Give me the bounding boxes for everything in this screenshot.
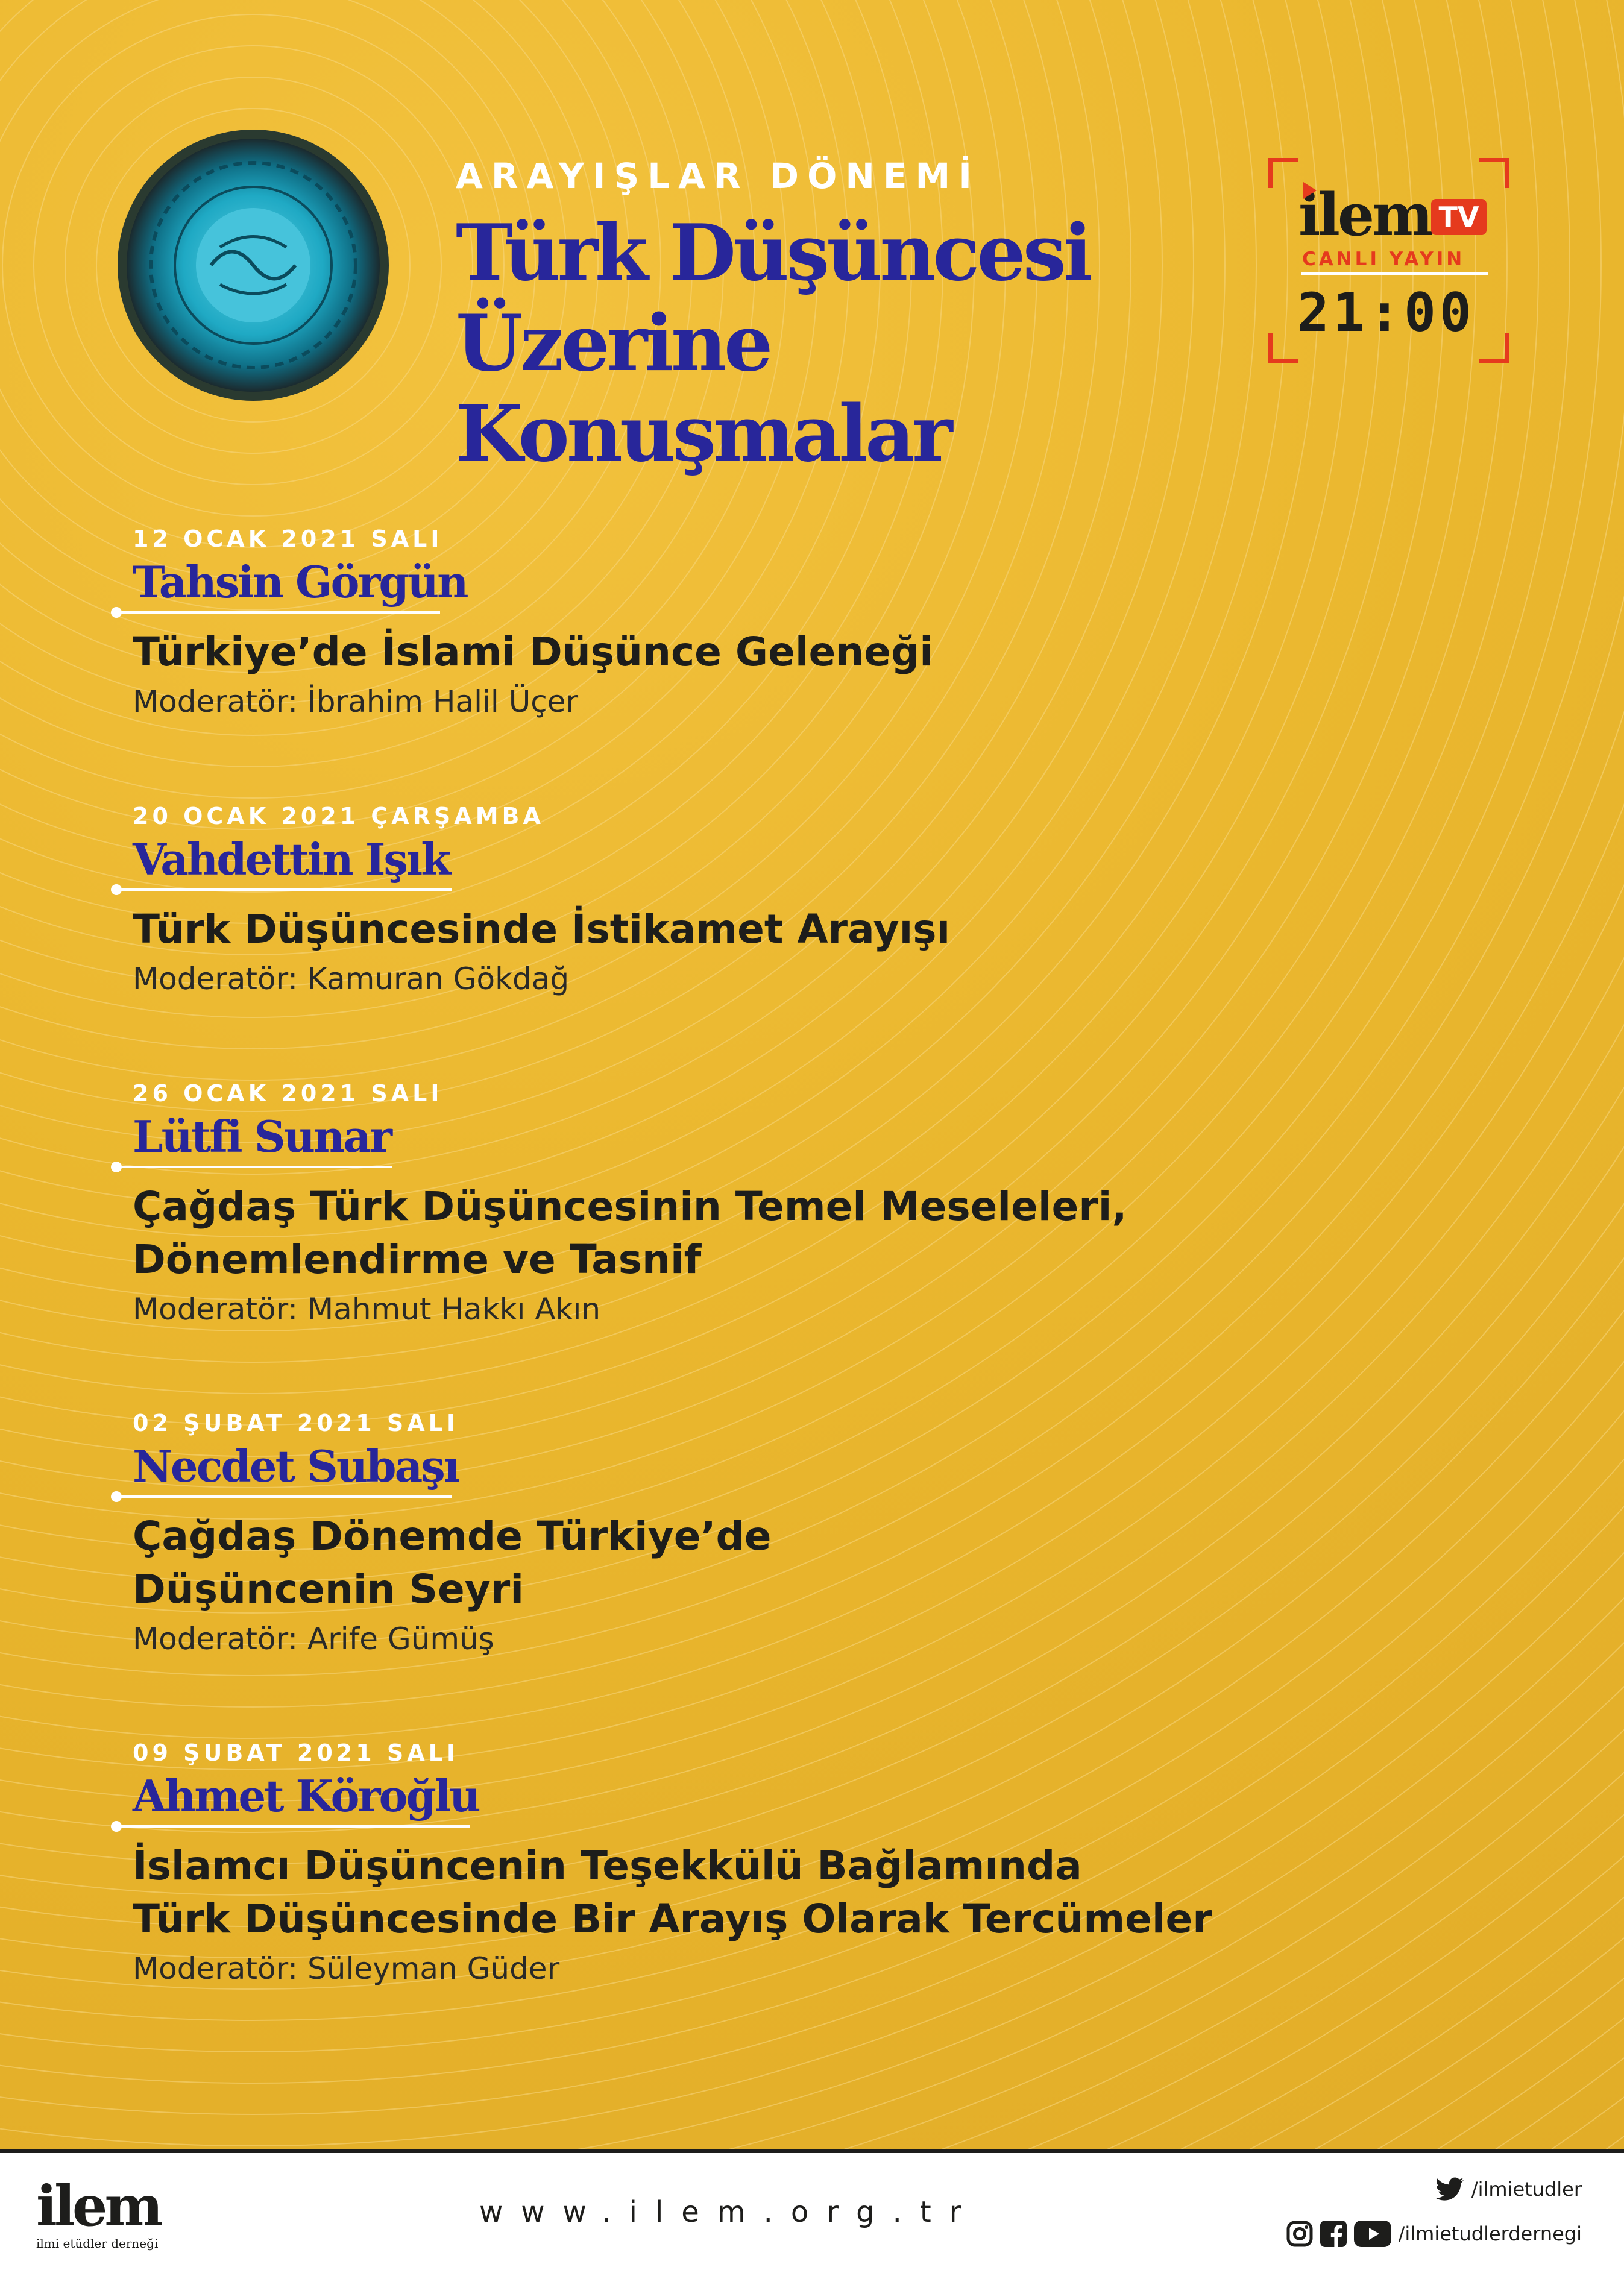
- session-date: 02 ŞUBAT 2021 SALI: [133, 1410, 459, 1436]
- badge-tv-label: TV: [1431, 199, 1487, 235]
- session-date: 12 OCAK 2021 SALI: [133, 526, 443, 552]
- session-divider: [115, 1495, 452, 1498]
- session-3: [133, 1079, 1338, 1328]
- twitter-icon: [1435, 2177, 1464, 2201]
- session-5: [133, 1738, 1338, 1988]
- frame-corner: [1268, 333, 1298, 363]
- session-topic: Türkiye’de İslami Düşünce Geleneği: [133, 629, 933, 675]
- frame-corner: [1268, 158, 1298, 188]
- session-topic: Çağdaş Dönemde Türkiye’de Düşüncenin Seyri: [133, 1513, 772, 1612]
- session-divider: [115, 1166, 392, 1168]
- event-title-line1: Türk Düşüncesi: [456, 208, 1090, 298]
- session-topic: İslamcı Düşüncenin Teşekkülü Bağlamında Türk Düşüncesinde Bir Arayış Olarak Tercümeler: [133, 1843, 1212, 1942]
- broadcast-time: 21:00: [1297, 281, 1475, 344]
- session-topic: Türk Düşüncesinde İstikamet Arayışı: [133, 906, 951, 952]
- event-kicker: ARAYIŞLAR DÖNEMİ: [456, 156, 980, 196]
- session-date: 26 OCAK 2021 SALI: [133, 1080, 443, 1107]
- session-moderator: Moderatör: Arife Gümüş: [133, 1621, 494, 1656]
- social-links-row: [1286, 2221, 1582, 2247]
- ceramic-medallion-image: [115, 127, 392, 404]
- badge-divider: [1301, 272, 1488, 275]
- event-title-line2: Üzerine Konuşmalar: [456, 298, 950, 479]
- event-title: [456, 208, 1239, 479]
- live-broadcast-badge: [1268, 158, 1509, 363]
- session-1: [133, 524, 1338, 721]
- session-speaker: Tahsin Görgün: [133, 556, 467, 608]
- badge-live-label: CANLI YAYIN: [1302, 248, 1465, 270]
- session-speaker: Lütfi Sunar: [133, 1111, 391, 1162]
- twitter-link[interactable]: [1435, 2177, 1582, 2201]
- website-link[interactable]: www.ilem.org.tr: [479, 2195, 980, 2229]
- session-moderator: Moderatör: Süleyman Güder: [133, 1951, 560, 1986]
- session-4: [133, 1409, 1338, 1658]
- ilem-logo: [36, 2174, 160, 2251]
- session-speaker: Ahmet Köroğlu: [133, 1770, 479, 1822]
- session-topic: Çağdaş Türk Düşüncesinin Temel Meseleleri, Dönemlendirme ve Tasnif: [133, 1183, 1127, 1283]
- session-moderator: Moderatör: Kamuran Gökdağ: [133, 961, 570, 996]
- session-speaker: Vahdettin Işık: [133, 834, 450, 885]
- logo-subtitle: ilmi etüdler derneği: [36, 2236, 159, 2251]
- session-speaker: Necdet Subaşı: [133, 1441, 459, 1492]
- session-divider: [115, 888, 452, 891]
- facebook-icon[interactable]: [1320, 2221, 1347, 2247]
- session-date: 09 ŞUBAT 2021 SALI: [133, 1740, 459, 1766]
- session-moderator: Moderatör: Mahmut Hakkı Akın: [133, 1292, 601, 1327]
- footer: [0, 2149, 1624, 2273]
- session-moderator: Moderatör: İbrahim Halil Üçer: [133, 684, 579, 719]
- instagram-icon[interactable]: [1286, 2221, 1313, 2247]
- badge-brand-logo: ilem: [1298, 181, 1431, 249]
- play-icon: [1303, 182, 1317, 199]
- frame-corner: [1479, 158, 1509, 188]
- youtube-icon[interactable]: [1354, 2221, 1391, 2247]
- twitter-handle: /ilmietudler: [1471, 2178, 1582, 2201]
- session-2: [133, 802, 1338, 998]
- session-divider: [115, 611, 440, 614]
- session-date: 20 OCAK 2021 ÇARŞAMBA: [133, 803, 544, 829]
- frame-corner: [1479, 333, 1509, 363]
- session-divider: [115, 1825, 470, 1828]
- social-handle: /ilmietudlerdernegi: [1398, 2222, 1582, 2245]
- logo-word: ilem: [36, 2174, 160, 2239]
